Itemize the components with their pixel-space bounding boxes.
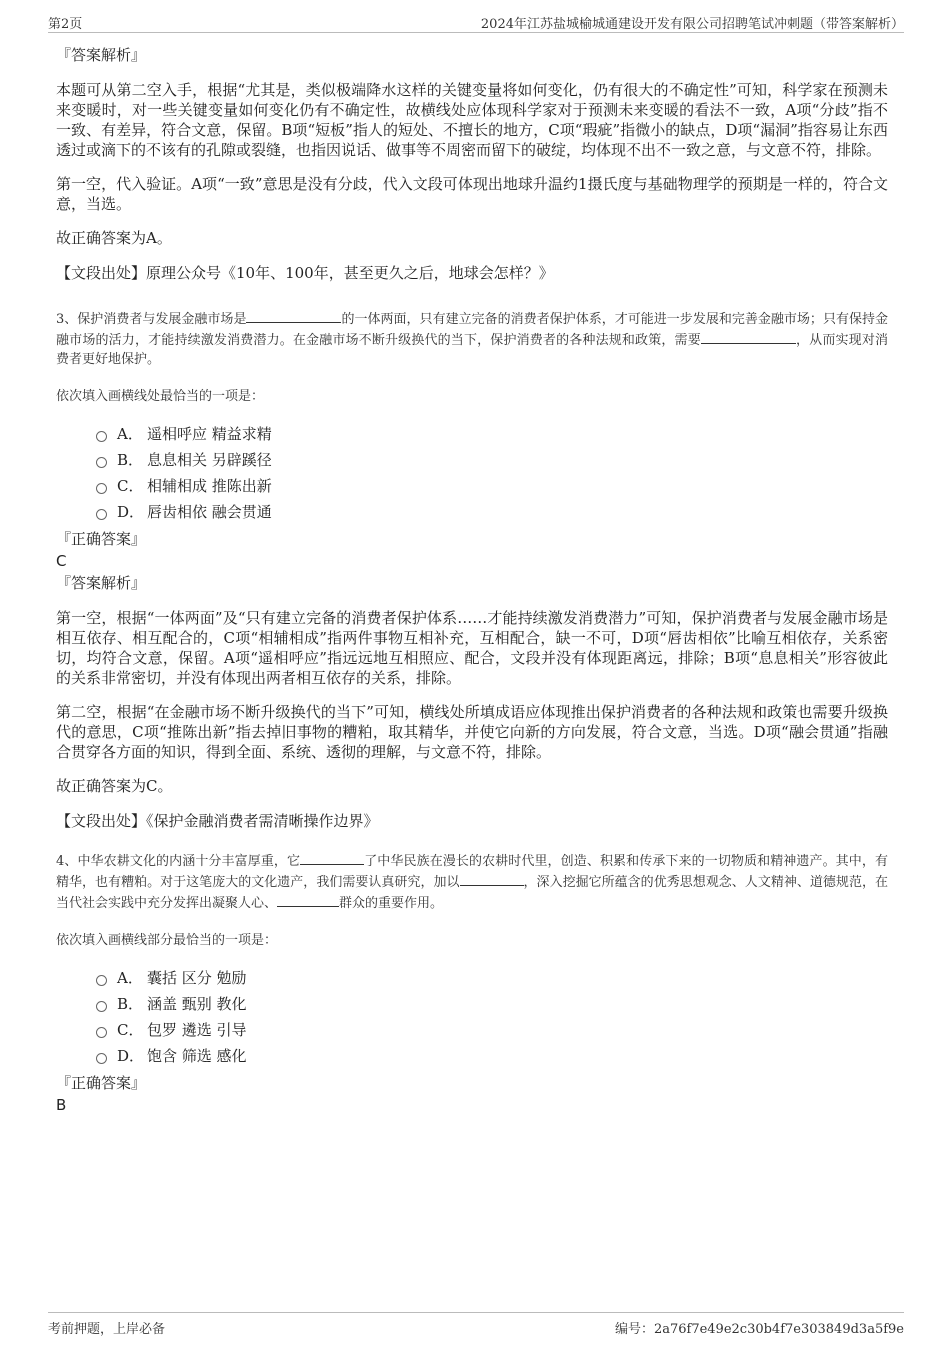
option-letter: A． bbox=[117, 424, 143, 443]
option-text: 饱含 筛选 感化 bbox=[147, 1046, 247, 1065]
q3-answer: C bbox=[56, 552, 67, 570]
option-letter: D． bbox=[117, 1046, 145, 1065]
option-letter: D． bbox=[117, 502, 145, 521]
option-letter: C． bbox=[117, 1020, 144, 1039]
q4-option-a[interactable] bbox=[96, 964, 888, 990]
radio-icon[interactable] bbox=[96, 1001, 107, 1012]
q3-answer-label: 『正确答案』 bbox=[56, 530, 147, 548]
option-letter: B． bbox=[117, 994, 144, 1013]
q4-stem-part-1: 4、中华农耕文化的内涵十分丰富厚重，它 bbox=[56, 854, 301, 869]
q3-blank-2 bbox=[701, 329, 796, 344]
q3-blank-1 bbox=[246, 308, 341, 323]
q3-conclusion: 故正确答案为C。 bbox=[56, 777, 173, 795]
q4-answer: B bbox=[56, 1096, 67, 1114]
q4-option-d[interactable] bbox=[96, 1042, 888, 1068]
q4-stem-part-2: 了中华民族在漫长的农耕时代里，创造、积累和传承下来的一切物质和精神遗产。其中，有精华，也有糟粕。对于这笔庞大的文化遗产，我们需要认真研究，加以 bbox=[56, 854, 888, 890]
option-letter: A． bbox=[117, 968, 143, 987]
q3-analysis-paragraph-2: 第二空，根据“在金融市场不断升级换代的当下”可知，横线处所填成语应体现推出保护消费者的各种法规和政策也需要升级换代的意思，C项“推陈出新”指去掉旧事物的糟粕，取其精华，并使它向新的方向发展，符合文意，当选。D项“融会贯通”指融合贯穿各方面的知识，得到全面、系统、透彻的理解，与文意不符，排除。 bbox=[56, 703, 888, 761]
q4-option-c[interactable] bbox=[96, 1016, 888, 1042]
q3-stem bbox=[56, 308, 888, 369]
option-text: 涵盖 甄别 教化 bbox=[147, 994, 247, 1013]
q3-option-a[interactable] bbox=[96, 420, 888, 446]
option-text: 唇齿相依 融会贯通 bbox=[147, 502, 272, 521]
q3-stem-part-1: 3、保护消费者与发展金融市场是 bbox=[56, 312, 247, 327]
q2-conclusion: 故正确答案为A。 bbox=[56, 229, 172, 247]
q2-source: 【文段出处】原理公众号《10年、100年，甚至更久之后，地球会怎样？》 bbox=[56, 264, 554, 282]
option-letter: B． bbox=[117, 450, 144, 469]
q3-option-d[interactable] bbox=[96, 498, 888, 524]
q2-analysis-label: 『答案解析』 bbox=[56, 46, 147, 64]
q2-analysis-paragraph-2: 第一空，代入验证。A项“一致”意思是没有分歧，代入文段可体现出地球升温约1摄氏度与基础物理学的预期是一样的，符合文意，当选。 bbox=[56, 175, 888, 213]
q3-source: 【文段出处】《保护金融消费者需清晰操作边界》 bbox=[56, 812, 379, 830]
document-title: 2024年江苏盐城榆城通建设开发有限公司招聘笔试冲刺题（带答案解析） bbox=[480, 17, 904, 32]
option-text: 遥相呼应 精益求精 bbox=[147, 424, 272, 443]
radio-icon[interactable] bbox=[96, 431, 107, 442]
q4-stem-part-4: 群众的重要作用。 bbox=[339, 896, 444, 911]
radio-icon[interactable] bbox=[96, 457, 107, 468]
q3-option-b[interactable] bbox=[96, 446, 888, 472]
q3-options bbox=[96, 420, 888, 524]
document-id: 编号：2a76f7e49e2c30b4f7e303849d3a5f9e bbox=[614, 1322, 904, 1337]
radio-icon[interactable] bbox=[96, 975, 107, 986]
option-letter: C． bbox=[117, 476, 144, 495]
radio-icon[interactable] bbox=[96, 509, 107, 520]
q3-analysis-paragraph-1: 第一空，根据“一体两面”及“只有建立完备的消费者保护体系……才能持续激发消费潜力”可知，保护消费者与发展金融市场是相互依存、相互配合的，C项“相辅相成”指两件事物互相补充，互相配合，缺一不可，D项“唇齿相依”比喻互相依存，关系密切，均符合文意，保留。A项“遥相呼应”指远远地互相照应、配合，文段并没有体现距离远，排除；B项“息息相关”形容彼此的关系非常密切，并没有体现出两者相互依存的关系，排除。 bbox=[56, 609, 888, 687]
q4-answer-label: 『正确答案』 bbox=[56, 1074, 147, 1092]
option-text: 息息相关 另辟蹊径 bbox=[147, 450, 272, 469]
page-number: 第2页 bbox=[48, 17, 83, 32]
q3-stem-part-2: 的一体两面，只有建立完备的消费者保护体系，才可能进一步发展和完善金融市场；只有保持金融市场的活力，才能持续激发消费潜力。在金融市场不断升级换代的当下，保护消费者的各种法规和政策，需要 bbox=[56, 312, 888, 348]
option-text: 包罗 遴选 引导 bbox=[147, 1020, 247, 1039]
page-footer bbox=[48, 1312, 904, 1339]
q4-blank-1 bbox=[300, 850, 364, 865]
q3-instruction: 依次填入画横线处最恰当的一项是： bbox=[56, 389, 265, 404]
option-text: 囊括 区分 勉励 bbox=[147, 968, 247, 987]
radio-icon[interactable] bbox=[96, 1027, 107, 1038]
document-body bbox=[56, 44, 888, 1114]
radio-icon[interactable] bbox=[96, 1053, 107, 1064]
q2-analysis-paragraph-1: 本题可从第二空入手，根据“尤其是，类似极端降水这样的关键变量将如何变化，仍有很大的不确定性”可知，科学家在预测未来变暖时，对一些关键变量如何变化仍有不确定性，故横线处应体现科学家对于预测未来变暖的看法不一致，A项“分歧”指不一致、有差异，符合文意，保留。B项“短板”指人的短处、不擅长的地方，C项“瑕疵”指微小的缺点，D项“漏洞”指容易让东西透过或滴下的不该有的孔隙或裂缝，也指因说话、做事等不周密而留下的破绽，均体现不出不一致之意，与文意不符，排除。 bbox=[56, 81, 888, 159]
page-header bbox=[48, 10, 904, 33]
q3-option-c[interactable] bbox=[96, 472, 888, 498]
q3-stem-part-3: ，从而实现对消费者更好地保护。 bbox=[56, 333, 888, 367]
q4-instruction: 依次填入画横线部分最恰当的一项是： bbox=[56, 933, 278, 948]
footer-slogan: 考前押题，上岸必备 bbox=[48, 1322, 166, 1337]
radio-icon[interactable] bbox=[96, 483, 107, 494]
q4-options bbox=[96, 964, 888, 1068]
q4-stem-part-3: ，深入挖掘它所蕴含的优秀思想观念、人文精神、道德规范，在当代社会实践中充分发挥出凝聚人心、 bbox=[56, 875, 888, 911]
option-text: 相辅相成 推陈出新 bbox=[147, 476, 272, 495]
q4-option-b[interactable] bbox=[96, 990, 888, 1016]
q3-analysis-label: 『答案解析』 bbox=[56, 574, 147, 592]
q4-blank-2 bbox=[460, 871, 524, 886]
q4-blank-3 bbox=[277, 892, 339, 907]
q4-stem bbox=[56, 850, 888, 913]
